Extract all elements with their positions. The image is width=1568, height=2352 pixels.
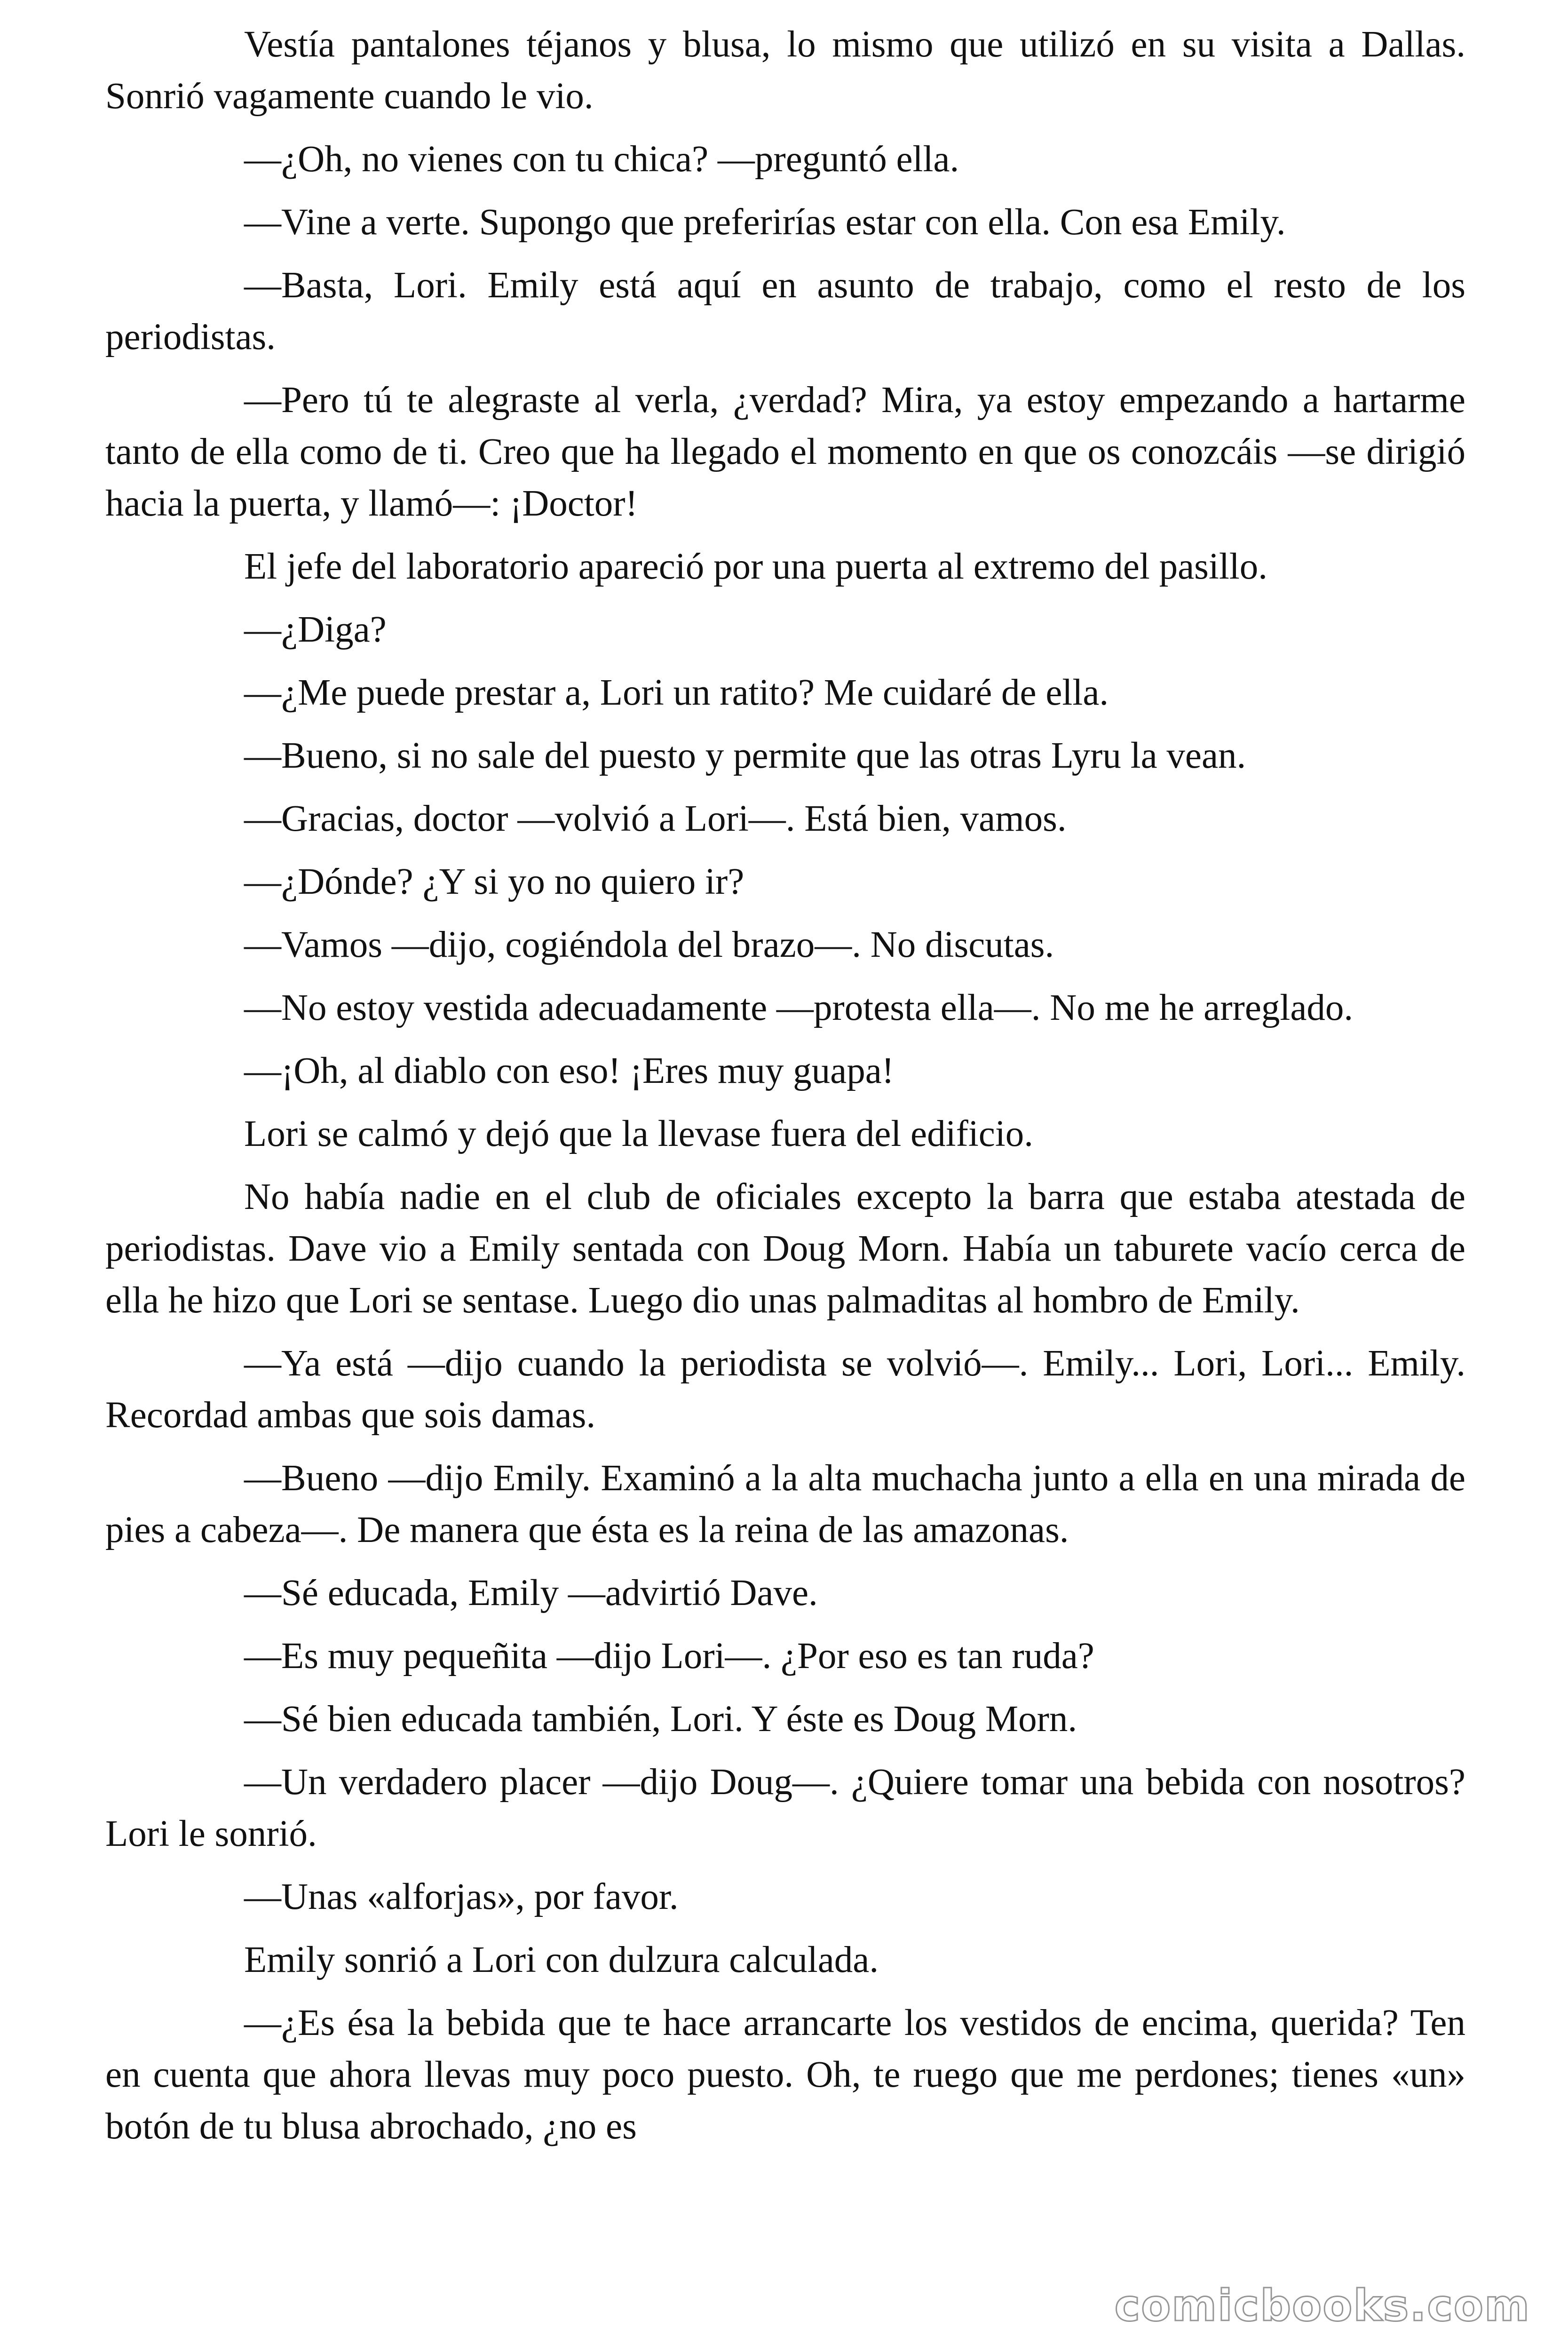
- paragraph: —Vamos —dijo, cogiéndola del brazo—. No discutas.: [244, 924, 1054, 965]
- paragraph: —Un verdadero placer —dijo Doug—. ¿Quiere tomar una bebida con nosotros? Lori le sonrió.: [105, 1762, 1465, 1854]
- paragraph: —Unas «alforjas», por favor.: [244, 1876, 679, 1917]
- paragraph: —No estoy vestida adecuadamente —protesta ella—. No me he arreglado.: [244, 987, 1354, 1028]
- paragraph: Lori se calmó y dejó que la llevase fuera del edificio.: [244, 1113, 1034, 1154]
- paragraph: —¿Me puede prestar a, Lori un ratito? Me cuidaré de ella.: [244, 672, 1109, 713]
- paragraph: Vestía pantalones téjanos y blusa, lo mismo que utilizó en su visita a Dallas. Sonrió vagamente cuando le vio.: [105, 24, 1465, 117]
- paragraph: —¿Diga?: [244, 609, 387, 650]
- watermark: comicbooks.com: [1114, 2280, 1530, 2331]
- paragraph: —Vine a verte. Supongo que preferirías estar con ella. Con esa Emily.: [244, 202, 1286, 243]
- paragraph: —Pero tú te alegraste al verla, ¿verdad? Mira, ya estoy empezando a hartarme tanto de ella como de ti. Creo que ha llegado el momento en que os conozcáis —se dirigió hacia la puerta, y llamó—: ¡Doctor!: [105, 380, 1465, 524]
- paragraph: —Basta, Lori. Emily está aquí en asunto de trabajo, como el resto de los periodistas.: [105, 265, 1465, 358]
- paragraph: —¿Dónde? ¿Y si yo no quiero ir?: [244, 861, 744, 902]
- paragraph: —Bueno, si no sale del puesto y permite que las otras Lyru la vean.: [244, 735, 1246, 776]
- paragraph: —¡Oh, al diablo con eso! ¡Eres muy guapa!: [244, 1050, 895, 1091]
- paragraph: El jefe del laboratorio apareció por una puerta al extremo del pasillo.: [244, 546, 1267, 587]
- paragraph: —Sé educada, Emily —advirtió Dave.: [244, 1573, 818, 1613]
- paragraph: —Gracias, doctor —volvió a Lori—. Está bien, vamos.: [244, 798, 1067, 839]
- book-page: [105, 19, 1465, 2153]
- paragraph: —¿Oh, no vienes con tu chica? —preguntó ella.: [244, 139, 959, 180]
- paragraph: Emily sonrió a Lori con dulzura calculada.: [244, 1939, 879, 1980]
- paragraph: —Sé bien educada también, Lori. Y éste es Doug Morn.: [244, 1699, 1077, 1740]
- paragraph: —¿Es ésa la bebida que te hace arrancarte los vestidos de encima, querida? Ten en cuenta que ahora llevas muy poco puesto. Oh, te ruego que me perdones; tienes «un» botón de tu blusa abrochado, ¿no es: [105, 2002, 1465, 2147]
- paragraph: —Es muy pequeñita —dijo Lori—. ¿Por eso es tan ruda?: [244, 1636, 1094, 1677]
- paragraph: —Bueno —dijo Emily. Examinó a la alta muchacha junto a ella en una mirada de pies a cabeza—. De manera que ésta es la reina de las amazonas.: [105, 1458, 1465, 1550]
- paragraph: —Ya está —dijo cuando la periodista se volvió—. Emily... Lori, Lori... Emily. Recordad ambas que sois damas.: [105, 1343, 1465, 1436]
- paragraph: No había nadie en el club de oficiales excepto la barra que estaba atestada de periodistas. Dave vio a Emily sentada con Doug Morn. Había un taburete vacío cerca de ella he hizo que Lori se sentase. Luego dio unas palmaditas al hombro de Emily.: [105, 1176, 1465, 1321]
